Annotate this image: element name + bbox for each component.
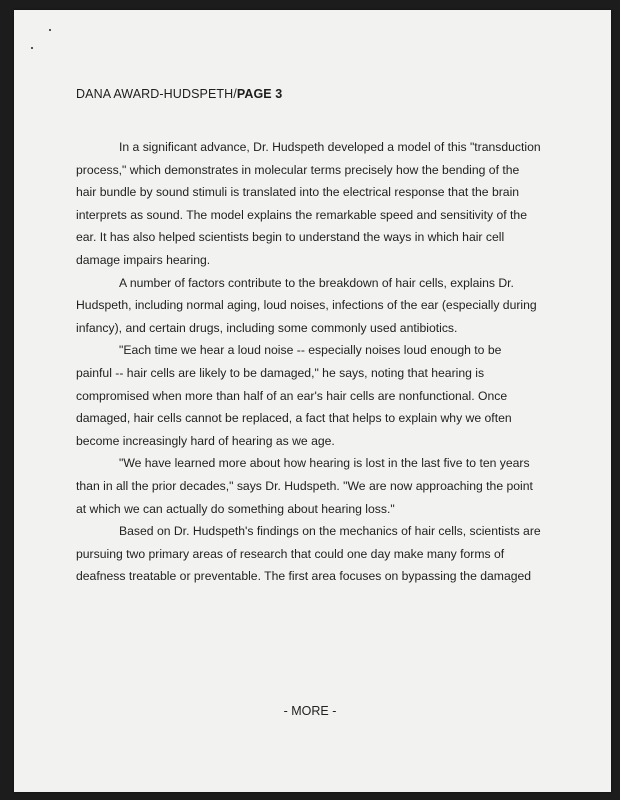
text-line: In a significant advance, Dr. Hudspeth developed a model of this "transduction: [119, 140, 541, 154]
text-line: become increasingly hard of hearing as we age.: [76, 433, 335, 448]
body-text: [76, 136, 544, 588]
text-line: Hudspeth, including normal aging, loud noises, infections of the ear (especially during: [76, 298, 537, 313]
page-header: [76, 87, 282, 101]
text-line: compromised when more than half of an ear's hair cells are nonfunctional. Once: [76, 388, 508, 403]
text-line: process," which demonstrates in molecular terms precisely how the bending of the: [76, 162, 520, 177]
header-page-number: PAGE 3: [236, 87, 283, 101]
text-line: hair bundle by sound stimuli is translated into the electrical response that the brain: [76, 185, 520, 200]
speck-mark: [49, 29, 51, 31]
text-line: pursuing two primary areas of research that could one day make many forms of: [76, 546, 505, 561]
text-line: "Each time we hear a loud noise -- especially noises loud enough to be: [119, 343, 502, 358]
text-line: interprets as sound. The model explains the remarkable speed and sensitivity of the: [76, 207, 527, 222]
text-line: damage impairs hearing.: [76, 252, 211, 267]
text-line: Based on Dr. Hudspeth's findings on the mechanics of hair cells, scientists are: [119, 524, 541, 539]
text-line: at which we can actually do something about hearing loss.": [76, 501, 395, 516]
text-line: "We have learned more about how hearing is lost in the last five to ten years: [119, 456, 530, 471]
text-line: painful -- hair cells are likely to be damaged," he says, noting that hearing is: [76, 365, 485, 380]
text-line: than in all the prior decades," says Dr. Hudspeth. "We are now approaching the point: [76, 478, 533, 493]
text-line: deafness treatable or preventable. The first area focuses on bypassing the damaged: [76, 569, 532, 584]
text-line: ear. It has also helped scientists begin to understand the ways in which hair cell: [76, 230, 505, 245]
header-title: DANA AWARD-HUDSPETH/: [76, 87, 237, 101]
footer-more: - MORE -: [283, 704, 337, 718]
text-line: infancy), and certain drugs, including some commonly used antibiotics.: [76, 320, 458, 335]
speck-mark: [31, 47, 33, 49]
text-line: damaged, hair cells cannot be replaced, a fact that helps to explain why we often: [76, 411, 512, 426]
text-line: A number of factors contribute to the breakdown of hair cells, explains Dr.: [119, 275, 514, 290]
